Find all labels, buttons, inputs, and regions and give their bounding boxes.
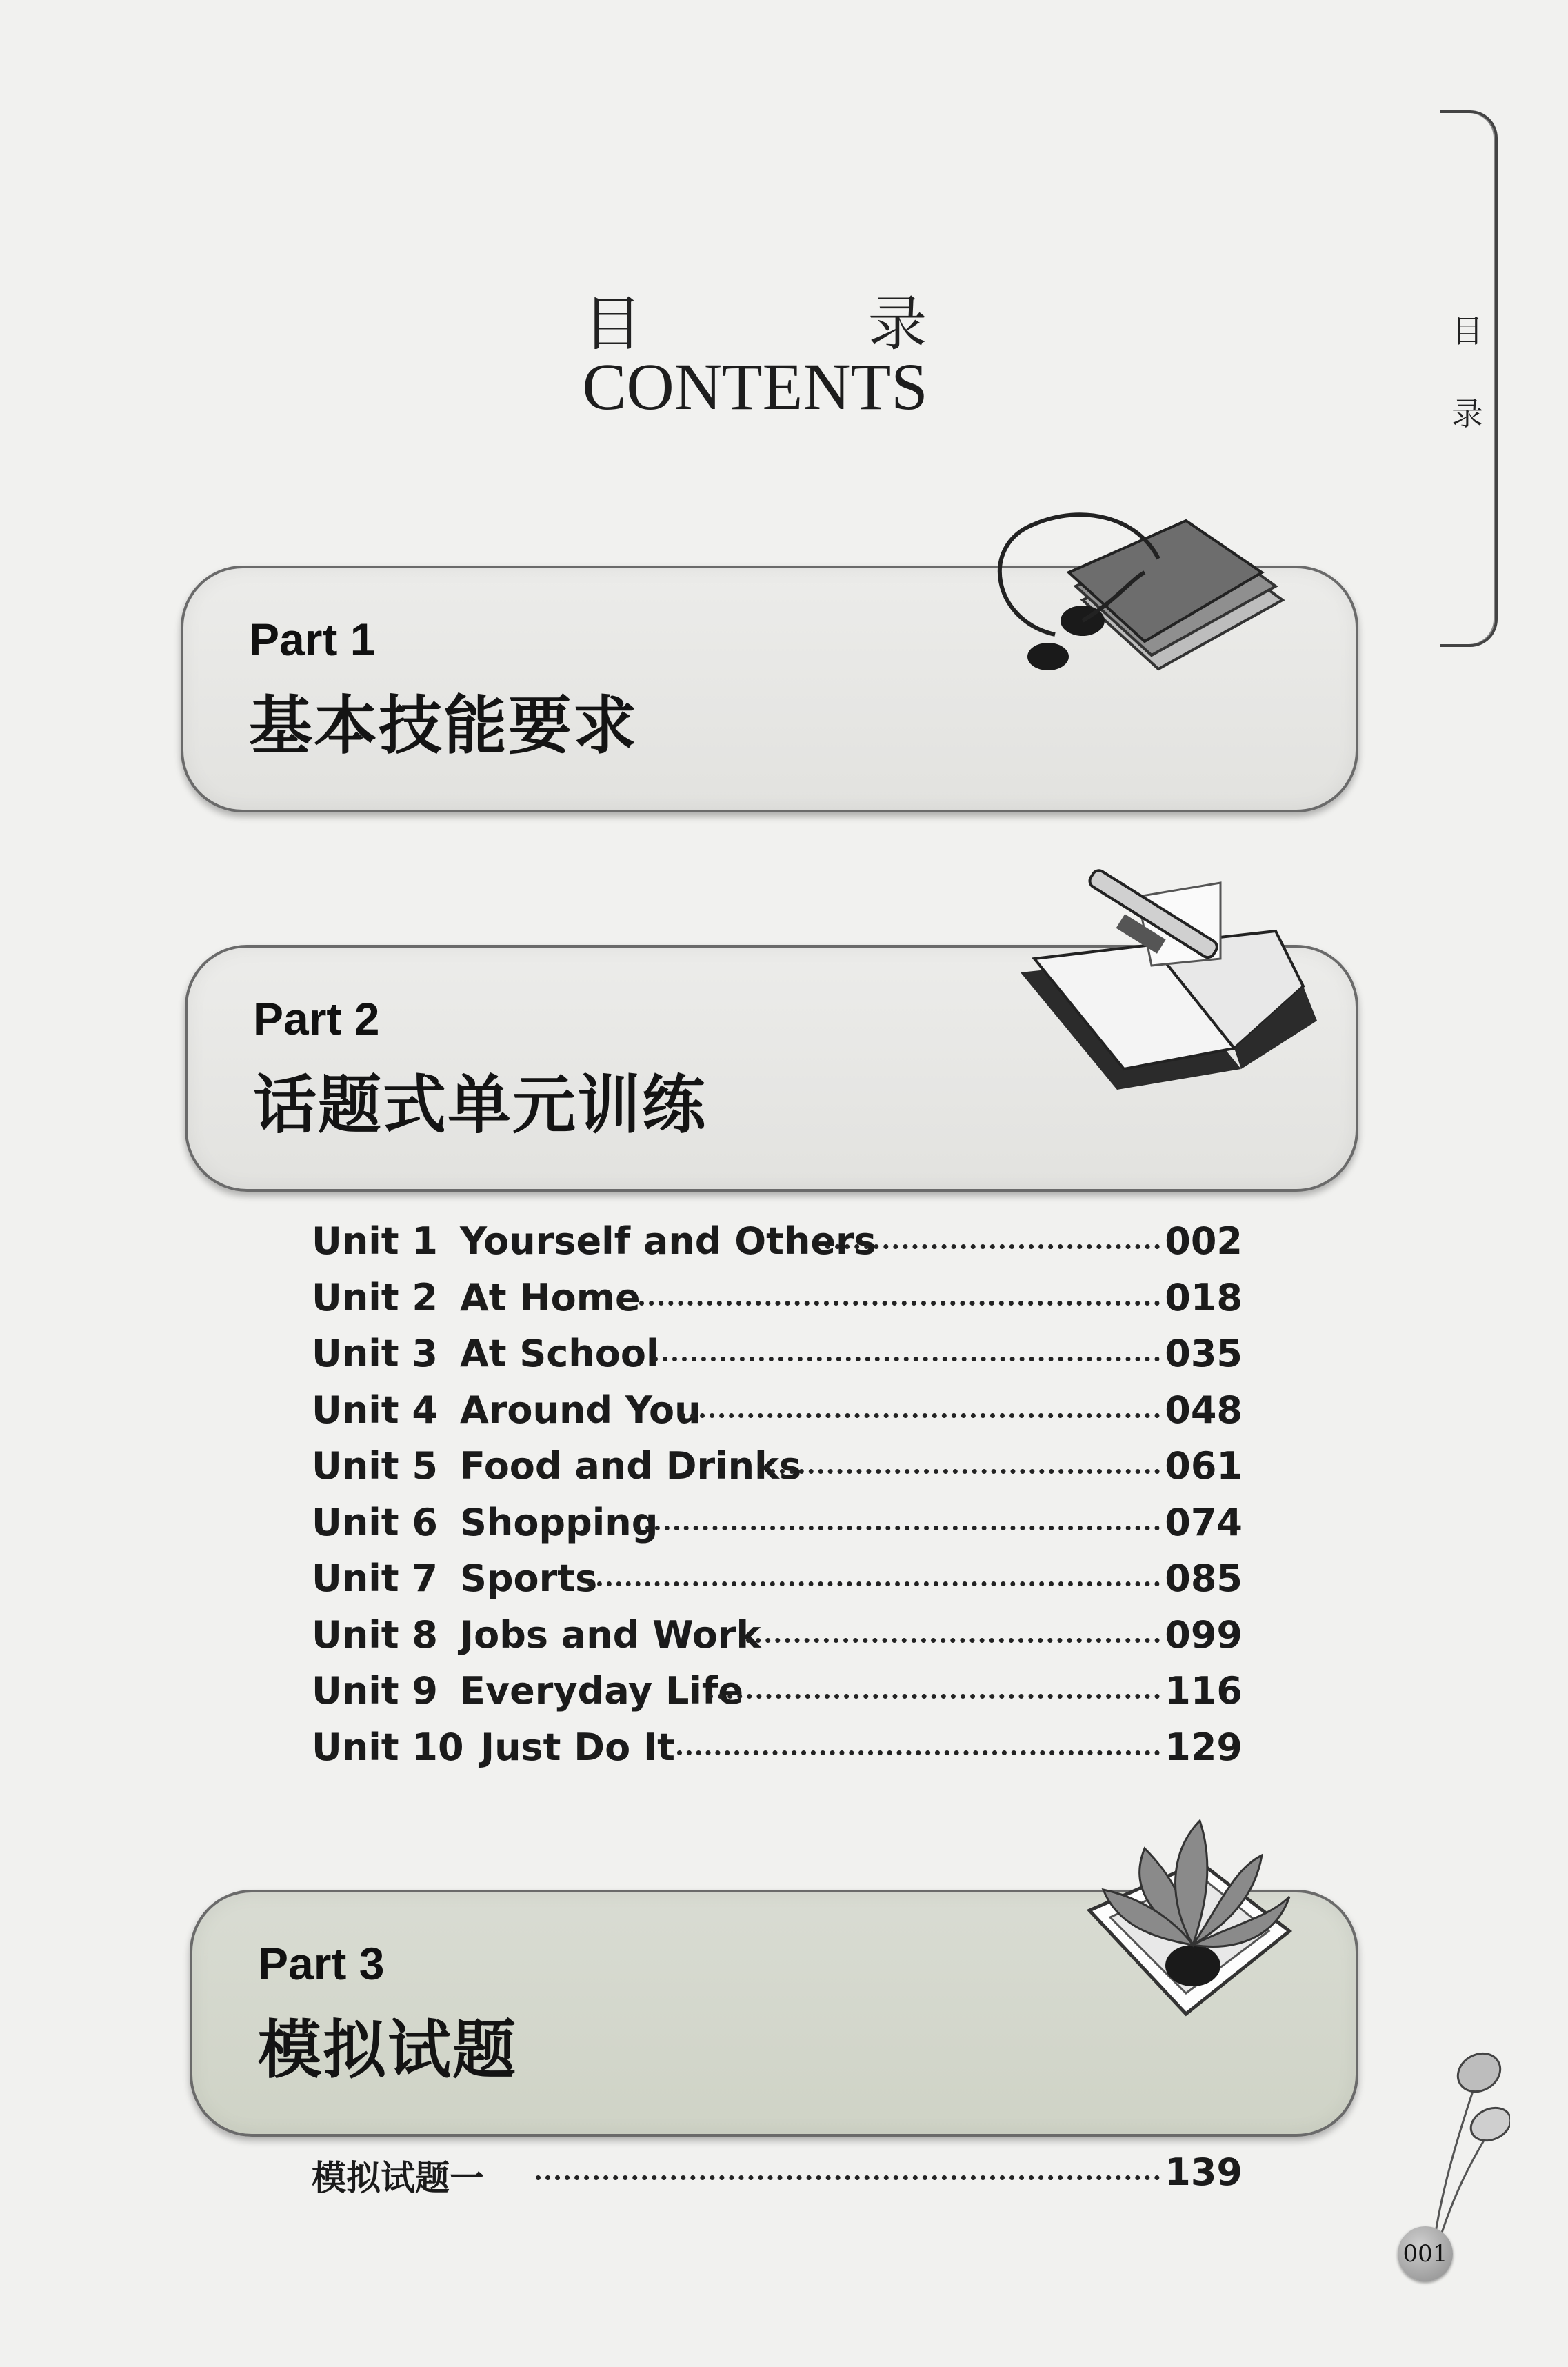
unit-label: Unit 3	[312, 1332, 438, 1375]
unit-label: Unit 4	[312, 1388, 438, 1432]
unit-page: 002	[1165, 1219, 1243, 1263]
unit-title: Shopping	[460, 1500, 659, 1544]
dot-leader	[708, 1694, 1160, 1699]
dot-leader	[770, 1469, 1160, 1474]
mock-test-page: 139	[1165, 2150, 1243, 2194]
toc-row[interactable]	[312, 1669, 1243, 1717]
unit-page: 074	[1165, 1500, 1243, 1544]
unit-label: Unit 8	[312, 1612, 438, 1657]
unit-title: Just Do It	[481, 1725, 675, 1769]
part-2-label: Part 2	[253, 993, 380, 1044]
toc-row[interactable]	[312, 1726, 1243, 1774]
mock-test-row[interactable]	[312, 2150, 1243, 2199]
unit-title: Food and Drinks	[460, 1444, 802, 1488]
toc-row[interactable]	[312, 1219, 1243, 1268]
unit-label: Unit 6	[312, 1500, 438, 1544]
toc-row[interactable]	[312, 1501, 1243, 1549]
toc-row[interactable]	[312, 1613, 1243, 1661]
unit-title: Around You	[460, 1388, 701, 1432]
unit-page: 085	[1165, 1557, 1243, 1600]
unit-page: 035	[1165, 1332, 1243, 1375]
dot-leader	[653, 1357, 1160, 1361]
part-1-label: Part 1	[249, 614, 376, 665]
toc-row[interactable]	[312, 1276, 1243, 1324]
dot-leader	[681, 1413, 1160, 1418]
unit-label: Unit 1	[312, 1219, 438, 1263]
contents-title-cn: 目 录	[583, 290, 1031, 359]
dot-leader	[587, 1581, 1160, 1586]
unit-title: Everyday Life	[460, 1669, 744, 1712]
mock-test-title: 模拟试题一	[312, 2158, 484, 2198]
unit-page: 099	[1165, 1612, 1243, 1657]
unit-title: At School	[460, 1332, 659, 1375]
dot-leader	[636, 1526, 1160, 1530]
dot-leader	[677, 1750, 1160, 1755]
unit-label: Unit 9	[312, 1669, 438, 1712]
unit-page: 061	[1165, 1444, 1243, 1488]
unit-title: Jobs and Work	[460, 1612, 761, 1657]
balloons-icon	[1414, 2041, 1510, 2248]
toc-row[interactable]	[312, 1444, 1243, 1492]
unit-page: 048	[1165, 1388, 1243, 1432]
unit-page: 129	[1165, 1725, 1243, 1769]
dot-leader	[639, 1301, 1160, 1306]
toc-row[interactable]	[312, 1388, 1243, 1437]
unit-title: Yourself and Others	[460, 1219, 876, 1263]
contents-title-en: CONTENTS	[582, 350, 928, 423]
part-3-title: 模拟试题	[258, 2013, 518, 2087]
unit-title: At Home	[460, 1275, 641, 1319]
toc-row[interactable]	[312, 1332, 1243, 1380]
unit-label: Unit 10	[312, 1725, 464, 1769]
open-book-pen-icon	[1014, 862, 1317, 1110]
unit-page: 018	[1165, 1275, 1243, 1319]
side-tab-char-1: 目	[1451, 312, 1483, 350]
unit-label: Unit 7	[312, 1557, 438, 1600]
toc-row[interactable]	[312, 1557, 1243, 1605]
page-number: 001	[1398, 2226, 1453, 2281]
part-3-label: Part 3	[258, 1938, 385, 1989]
headphones-books-icon	[979, 497, 1296, 703]
dot-leader	[825, 1244, 1160, 1249]
unit-title: Sports	[460, 1557, 598, 1600]
side-tab-char-2: 录	[1451, 395, 1483, 432]
part-1-title: 基本技能要求	[249, 688, 639, 763]
potted-plant-icon	[1083, 1807, 1303, 2028]
unit-label: Unit 2	[312, 1275, 438, 1319]
unit-page: 116	[1165, 1669, 1243, 1712]
part-2-title: 话题式单元训练	[253, 1068, 707, 1142]
dot-leader	[746, 1638, 1160, 1643]
dot-leader	[536, 2175, 1160, 2180]
unit-label: Unit 5	[312, 1444, 438, 1488]
side-tab	[1440, 110, 1498, 647]
